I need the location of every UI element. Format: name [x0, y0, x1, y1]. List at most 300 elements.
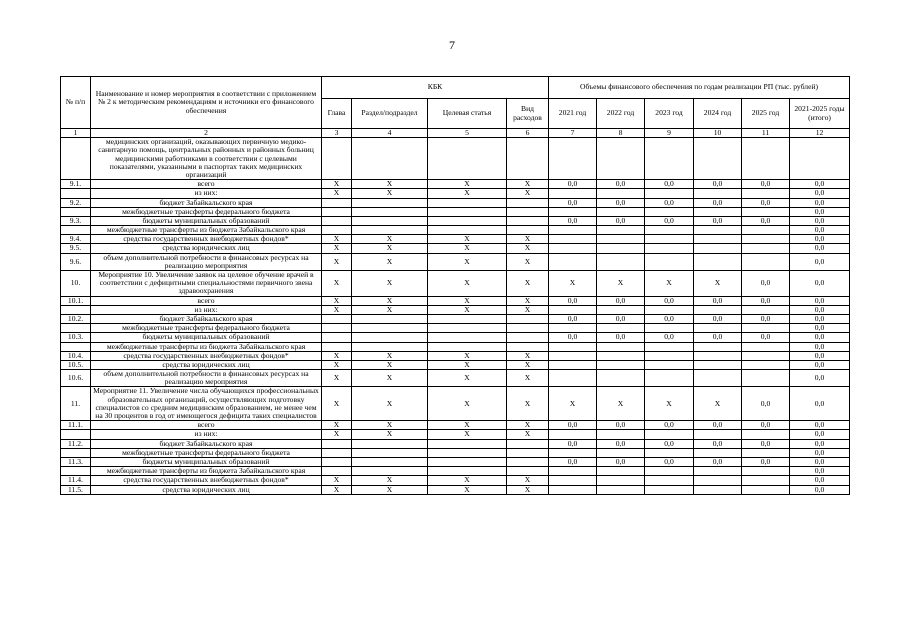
kbk-vid-cell: X [507, 485, 549, 494]
kbk-glava-cell [322, 324, 352, 333]
kbk-celevaya-cell [428, 448, 507, 457]
value-2022-cell [597, 467, 645, 476]
value-2023-cell [645, 342, 694, 351]
kbk-razdel-cell: X [352, 244, 428, 253]
value-2021-cell [549, 235, 597, 244]
kbk-glava-cell: X [322, 189, 352, 198]
value-2024-cell: 0,0 [694, 439, 742, 448]
table-row [61, 439, 850, 448]
row-number-cell: 10.6. [61, 370, 91, 387]
row-number-cell: 9.1. [61, 180, 91, 189]
table-row [61, 370, 850, 387]
kbk-razdel-cell [352, 138, 428, 180]
kbk-razdel-cell: X [352, 485, 428, 494]
value-2025-cell: 0,0 [742, 296, 790, 305]
kbk-vid-cell: X [507, 253, 549, 270]
kbk-glava-cell [322, 342, 352, 351]
row-name-cell: всего [91, 180, 322, 189]
value-2025-cell [742, 253, 790, 270]
value-2022-cell [597, 351, 645, 360]
value-2024-cell: 0,0 [694, 180, 742, 189]
value-2024-cell [694, 226, 742, 235]
value-2021-cell: 0,0 [549, 180, 597, 189]
value-2022-cell: X [597, 387, 645, 421]
kbk-celevaya-cell [428, 342, 507, 351]
col-number: 7 [549, 129, 597, 138]
table-row [61, 467, 850, 476]
kbk-glava-cell: X [322, 387, 352, 421]
value-2024-cell [694, 360, 742, 369]
table-row [61, 476, 850, 485]
value-2022-cell: 0,0 [597, 198, 645, 207]
row-number-cell [61, 448, 91, 457]
kbk-celevaya-cell: X [428, 476, 507, 485]
value-2022-cell: 0,0 [597, 296, 645, 305]
table-row [61, 457, 850, 466]
table-row [61, 421, 850, 430]
value-2021-cell: X [549, 387, 597, 421]
header-2023: 2023 год [645, 99, 694, 129]
value-2021-cell [549, 467, 597, 476]
value-2023-cell: 0,0 [645, 198, 694, 207]
value-2021-cell [549, 253, 597, 270]
kbk-razdel-cell: X [352, 370, 428, 387]
value-total-cell: 0,0 [790, 457, 850, 466]
kbk-glava-cell [322, 467, 352, 476]
kbk-razdel-cell: X [352, 180, 428, 189]
row-name-cell: Мероприятие 11. Увеличение числа обучающихся профессиональных образовательных организаций, осуществляющих подготовку специалистов со средним медицинским образованием, не менее чем на 30 процентов в год от имеющегося дефицита таких специалистов [91, 387, 322, 421]
table-row [61, 216, 850, 225]
value-2023-cell: 0,0 [645, 314, 694, 323]
value-total-cell: 0,0 [790, 180, 850, 189]
value-2021-cell [549, 244, 597, 253]
value-2022-cell [597, 370, 645, 387]
table-body [61, 138, 850, 495]
table-row [61, 314, 850, 323]
kbk-razdel-cell [352, 457, 428, 466]
value-2024-cell [694, 342, 742, 351]
row-number-cell: 10.1. [61, 296, 91, 305]
kbk-celevaya-cell: X [428, 387, 507, 421]
kbk-celevaya-cell [428, 457, 507, 466]
value-2023-cell: 0,0 [645, 296, 694, 305]
value-2023-cell [645, 485, 694, 494]
value-2025-cell: 0,0 [742, 387, 790, 421]
col-number: 9 [645, 129, 694, 138]
table-row [61, 387, 850, 421]
table-row [61, 138, 850, 180]
value-2021-cell [549, 189, 597, 198]
value-2021-cell [549, 485, 597, 494]
kbk-glava-cell [322, 216, 352, 225]
value-2022-cell [597, 485, 645, 494]
row-number-cell: 11.3. [61, 457, 91, 466]
value-2025-cell: 0,0 [742, 333, 790, 342]
value-2023-cell [645, 360, 694, 369]
row-name-cell: из них: [91, 305, 322, 314]
value-2022-cell: 0,0 [597, 457, 645, 466]
kbk-vid-cell [507, 448, 549, 457]
value-total-cell: 0,0 [790, 360, 850, 369]
kbk-vid-cell [507, 314, 549, 323]
value-2025-cell: 0,0 [742, 314, 790, 323]
kbk-celevaya-cell [428, 226, 507, 235]
col-number: 1 [61, 129, 91, 138]
kbk-glava-cell: X [322, 235, 352, 244]
kbk-vid-cell: X [507, 271, 549, 297]
header-2024: 2024 год [694, 99, 742, 129]
value-2025-cell [742, 324, 790, 333]
table-row [61, 296, 850, 305]
row-name-cell: Мероприятие 10. Увеличение заявок на целевое обучение врачей в соответствии с дефицитными специальностями первичного звена здравоохранения [91, 271, 322, 297]
header-name: Наименование и номер мероприятия в соответствии с приложением № 2 к методическим рекомендациям и источники его финансового обеспечения [91, 77, 322, 129]
value-total-cell: 0,0 [790, 351, 850, 360]
table-row [61, 271, 850, 297]
row-name-cell: межбюджетные трансферты из бюджета Забайкальского края [91, 467, 322, 476]
kbk-razdel-cell [352, 207, 428, 216]
value-total-cell: 0,0 [790, 244, 850, 253]
kbk-vid-cell [507, 226, 549, 235]
value-2025-cell [742, 360, 790, 369]
kbk-vid-cell [507, 138, 549, 180]
kbk-glava-cell: X [322, 370, 352, 387]
row-name-cell: всего [91, 296, 322, 305]
value-2024-cell: 0,0 [694, 333, 742, 342]
kbk-glava-cell: X [322, 421, 352, 430]
kbk-razdel-cell: X [352, 189, 428, 198]
value-total-cell: 0,0 [790, 421, 850, 430]
value-2021-cell [549, 324, 597, 333]
value-2021-cell [549, 430, 597, 439]
value-2025-cell [742, 448, 790, 457]
kbk-razdel-cell [352, 448, 428, 457]
row-name-cell: объем дополнительной потребности в финансовых ресурсах на реализацию мероприятия [91, 253, 322, 270]
value-2024-cell [694, 467, 742, 476]
value-2022-cell [597, 189, 645, 198]
kbk-vid-cell: X [507, 305, 549, 314]
row-number-cell [61, 226, 91, 235]
kbk-glava-cell: X [322, 485, 352, 494]
value-2023-cell [645, 138, 694, 180]
row-number-cell: 10.5. [61, 360, 91, 369]
value-2024-cell: X [694, 271, 742, 297]
value-2025-cell: 0,0 [742, 439, 790, 448]
kbk-glava-cell: X [322, 305, 352, 314]
kbk-celevaya-cell [428, 216, 507, 225]
kbk-razdel-cell: X [352, 430, 428, 439]
value-2025-cell [742, 305, 790, 314]
row-number-cell: 11. [61, 387, 91, 421]
value-total-cell: 0,0 [790, 342, 850, 351]
kbk-glava-cell [322, 138, 352, 180]
kbk-razdel-cell [352, 226, 428, 235]
value-2022-cell [597, 244, 645, 253]
value-2023-cell: 0,0 [645, 421, 694, 430]
row-name-cell: объем дополнительной потребности в финансовых ресурсах на реализацию мероприятия [91, 370, 322, 387]
value-2022-cell [597, 360, 645, 369]
value-2025-cell [742, 207, 790, 216]
kbk-vid-cell [507, 439, 549, 448]
kbk-celevaya-cell: X [428, 305, 507, 314]
table-row [61, 253, 850, 270]
row-number-cell: 9.4. [61, 235, 91, 244]
value-2022-cell [597, 448, 645, 457]
value-2024-cell [694, 351, 742, 360]
kbk-celevaya-cell: X [428, 485, 507, 494]
header-razdel: Раздел/подраздел [352, 99, 428, 129]
value-2023-cell [645, 370, 694, 387]
row-number-cell [61, 138, 91, 180]
kbk-celevaya-cell [428, 314, 507, 323]
kbk-razdel-cell: X [352, 305, 428, 314]
value-2024-cell [694, 235, 742, 244]
value-2024-cell [694, 138, 742, 180]
kbk-celevaya-cell: X [428, 271, 507, 297]
value-2022-cell: 0,0 [597, 216, 645, 225]
kbk-razdel-cell: X [352, 360, 428, 369]
col-number: 2 [91, 129, 322, 138]
value-2023-cell [645, 476, 694, 485]
row-number-cell: 9.2. [61, 198, 91, 207]
value-2024-cell [694, 324, 742, 333]
value-total-cell: 0,0 [790, 296, 850, 305]
value-total-cell [790, 138, 850, 180]
kbk-glava-cell: X [322, 360, 352, 369]
kbk-razdel-cell [352, 467, 428, 476]
kbk-celevaya-cell [428, 138, 507, 180]
table-row [61, 180, 850, 189]
kbk-razdel-cell [352, 342, 428, 351]
kbk-celevaya-cell: X [428, 235, 507, 244]
row-name-cell: межбюджетные трансферты федерального бюджета [91, 207, 322, 216]
value-2023-cell [645, 448, 694, 457]
value-total-cell: 0,0 [790, 370, 850, 387]
value-2024-cell: 0,0 [694, 421, 742, 430]
row-name-cell: бюджет Забайкальского края [91, 198, 322, 207]
value-2023-cell [645, 351, 694, 360]
value-2021-cell: 0,0 [549, 216, 597, 225]
value-2021-cell: 0,0 [549, 333, 597, 342]
value-2024-cell [694, 430, 742, 439]
value-2024-cell [694, 305, 742, 314]
row-name-cell: средства государственных внебюджетных фондов* [91, 476, 322, 485]
value-2025-cell [742, 476, 790, 485]
row-number-cell: 11.1. [61, 421, 91, 430]
kbk-razdel-cell [352, 439, 428, 448]
value-total-cell: 0,0 [790, 430, 850, 439]
kbk-vid-cell: X [507, 189, 549, 198]
value-2024-cell [694, 485, 742, 494]
kbk-vid-cell: X [507, 387, 549, 421]
row-name-cell: бюджеты муниципальных образований [91, 333, 322, 342]
value-total-cell: 0,0 [790, 324, 850, 333]
value-2021-cell: 0,0 [549, 296, 597, 305]
row-number-cell [61, 430, 91, 439]
value-2021-cell: 0,0 [549, 439, 597, 448]
value-2024-cell [694, 207, 742, 216]
kbk-celevaya-cell: X [428, 180, 507, 189]
value-2022-cell: 0,0 [597, 333, 645, 342]
value-2022-cell: 0,0 [597, 421, 645, 430]
value-2025-cell [742, 351, 790, 360]
kbk-vid-cell: X [507, 370, 549, 387]
kbk-celevaya-cell [428, 324, 507, 333]
page-number: 7 [449, 38, 455, 52]
row-name-cell: средства государственных внебюджетных фондов* [91, 351, 322, 360]
table-row [61, 198, 850, 207]
kbk-vid-cell: X [507, 430, 549, 439]
row-number-cell [61, 342, 91, 351]
kbk-glava-cell: X [322, 244, 352, 253]
value-2021-cell: X [549, 271, 597, 297]
row-name-cell: межбюджетные трансферты из бюджета Забайкальского края [91, 342, 322, 351]
table-row [61, 485, 850, 494]
value-2023-cell [645, 305, 694, 314]
col-number: 8 [597, 129, 645, 138]
row-name-cell: средства юридических лиц [91, 360, 322, 369]
value-2024-cell: 0,0 [694, 198, 742, 207]
value-2025-cell [742, 485, 790, 494]
value-2021-cell [549, 305, 597, 314]
header-2021: 2021 год [549, 99, 597, 129]
kbk-razdel-cell: X [352, 253, 428, 270]
value-2022-cell [597, 324, 645, 333]
value-2023-cell: 0,0 [645, 457, 694, 466]
value-2023-cell [645, 324, 694, 333]
kbk-celevaya-cell: X [428, 253, 507, 270]
value-2021-cell: 0,0 [549, 421, 597, 430]
kbk-celevaya-cell: X [428, 430, 507, 439]
table-row [61, 244, 850, 253]
kbk-celevaya-cell: X [428, 421, 507, 430]
value-total-cell: 0,0 [790, 448, 850, 457]
kbk-glava-cell: X [322, 271, 352, 297]
value-total-cell: 0,0 [790, 305, 850, 314]
row-number-cell: 11.2. [61, 439, 91, 448]
value-total-cell: 0,0 [790, 271, 850, 297]
row-name-cell: из них: [91, 430, 322, 439]
kbk-vid-cell: X [507, 180, 549, 189]
kbk-celevaya-cell: X [428, 370, 507, 387]
value-2024-cell: 0,0 [694, 296, 742, 305]
kbk-razdel-cell: X [352, 421, 428, 430]
value-2022-cell [597, 430, 645, 439]
value-total-cell: 0,0 [790, 439, 850, 448]
table-row [61, 430, 850, 439]
value-2023-cell [645, 430, 694, 439]
value-2021-cell: 0,0 [549, 198, 597, 207]
value-2024-cell [694, 476, 742, 485]
value-2023-cell [645, 226, 694, 235]
row-number-cell: 10. [61, 271, 91, 297]
value-2025-cell [742, 467, 790, 476]
kbk-razdel-cell: X [352, 271, 428, 297]
kbk-celevaya-cell [428, 198, 507, 207]
value-2025-cell [742, 342, 790, 351]
value-2023-cell [645, 253, 694, 270]
value-2021-cell [549, 138, 597, 180]
row-number-cell: 9.3. [61, 216, 91, 225]
value-2021-cell [549, 342, 597, 351]
row-name-cell: межбюджетные трансферты федерального бюджета [91, 448, 322, 457]
kbk-celevaya-cell: X [428, 296, 507, 305]
row-name-cell: средства юридических лиц [91, 244, 322, 253]
value-total-cell: 0,0 [790, 314, 850, 323]
value-2021-cell [549, 476, 597, 485]
value-2022-cell: X [597, 271, 645, 297]
value-2022-cell: 0,0 [597, 180, 645, 189]
row-number-cell [61, 467, 91, 476]
value-2025-cell [742, 370, 790, 387]
header-volumes: Объемы финансового обеспечения по годам реализации РП (тыс. рублей) [549, 77, 850, 99]
value-2025-cell [742, 235, 790, 244]
value-total-cell: 0,0 [790, 253, 850, 270]
kbk-razdel-cell [352, 333, 428, 342]
table-row [61, 235, 850, 244]
value-total-cell: 0,0 [790, 467, 850, 476]
kbk-glava-cell [322, 333, 352, 342]
header-num: № п/п [61, 77, 91, 129]
kbk-celevaya-cell: X [428, 351, 507, 360]
row-name-cell: средства юридических лиц [91, 485, 322, 494]
kbk-vid-cell [507, 198, 549, 207]
value-2024-cell [694, 189, 742, 198]
value-2025-cell [742, 244, 790, 253]
kbk-razdel-cell [352, 198, 428, 207]
value-2024-cell: 0,0 [694, 216, 742, 225]
header-2022: 2022 год [597, 99, 645, 129]
row-name-cell: бюджеты муниципальных образований [91, 216, 322, 225]
value-total-cell: 0,0 [790, 333, 850, 342]
kbk-glava-cell: X [322, 180, 352, 189]
col-number: 3 [322, 129, 352, 138]
value-2023-cell [645, 207, 694, 216]
kbk-vid-cell [507, 216, 549, 225]
kbk-vid-cell: X [507, 244, 549, 253]
kbk-glava-cell: X [322, 476, 352, 485]
kbk-celevaya-cell: X [428, 244, 507, 253]
kbk-vid-cell [507, 342, 549, 351]
kbk-vid-cell [507, 333, 549, 342]
value-2024-cell [694, 448, 742, 457]
row-name-cell: медицинских организаций, оказывающих первичную медико-санитарную помощь, центральных районных и районных больниц медицинскими работниками в соответствии с целевыми показателями, указанными в паспортах таких медицинских организаций [91, 138, 322, 180]
table-row [61, 305, 850, 314]
kbk-glava-cell [322, 207, 352, 216]
value-2023-cell [645, 235, 694, 244]
value-2021-cell: 0,0 [549, 314, 597, 323]
table-row [61, 342, 850, 351]
value-total-cell: 0,0 [790, 226, 850, 235]
kbk-razdel-cell [352, 324, 428, 333]
kbk-celevaya-cell: X [428, 360, 507, 369]
value-2022-cell [597, 226, 645, 235]
value-2023-cell: 0,0 [645, 439, 694, 448]
value-2024-cell [694, 244, 742, 253]
value-2021-cell [549, 370, 597, 387]
kbk-glava-cell [322, 448, 352, 457]
value-total-cell: 0,0 [790, 198, 850, 207]
value-2025-cell: 0,0 [742, 198, 790, 207]
kbk-celevaya-cell: X [428, 189, 507, 198]
header-celevaya: Целевая статья [428, 99, 507, 129]
row-number-cell [61, 189, 91, 198]
value-2025-cell: 0,0 [742, 180, 790, 189]
row-number-cell: 10.3. [61, 333, 91, 342]
value-total-cell: 0,0 [790, 485, 850, 494]
col-number: 4 [352, 129, 428, 138]
value-2025-cell [742, 138, 790, 180]
value-2025-cell: 0,0 [742, 271, 790, 297]
